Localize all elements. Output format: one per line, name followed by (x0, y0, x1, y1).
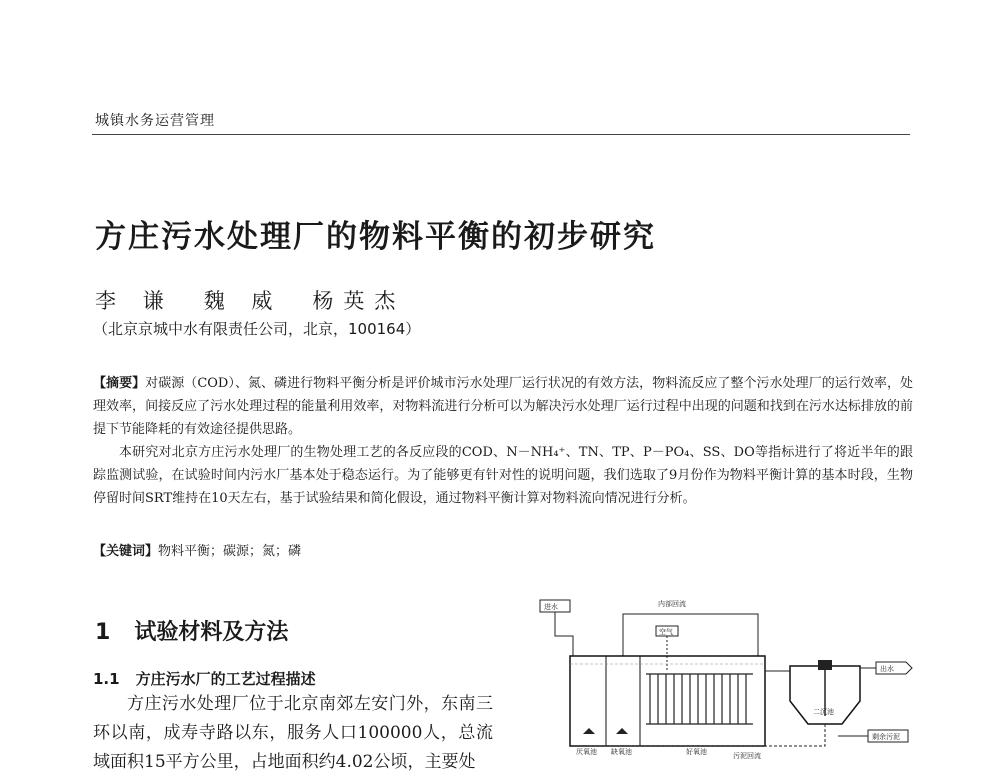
abstract-paragraph-2: 本研究对北京方庄污水处理厂的生物处理工艺的各反应段的COD、N－NH₄⁺、TN、TP、P－PO₄、SS、DO等指标进行了将近半年的跟踪监测试验，在试验时间内污水厂基本处于稳态运行。为了能够更有针对性的说明问题，我们选取了9月份作为物料平衡计算的基本时段，生物停留时间SRT维持在10天左右，基于试验结果和简化假设，通过物料平衡计算对物料流向情况进行分析。 (93, 445, 913, 506)
subsection-heading (93, 668, 316, 689)
keywords (93, 540, 301, 559)
author-1: 李 谦 (95, 289, 174, 313)
excess-sludge-label: 剩余污泥 (872, 733, 900, 741)
air-label: 空气 (659, 628, 673, 636)
paper-title: 方庄污水处理厂的物料平衡的初步研究 (95, 219, 656, 255)
process-flow-svg (528, 596, 928, 759)
section-number: 1 (95, 620, 111, 645)
keywords-label: 【关键词】 (93, 544, 159, 559)
inflow-label: 进水 (544, 603, 558, 611)
subsection-title: 方庄污水厂的工艺过程描述 (135, 670, 316, 688)
aeration-grid (646, 674, 753, 724)
clarifier-drive-icon (818, 660, 832, 670)
running-head: 城镇水务运营管理 (95, 113, 215, 129)
header-rule (92, 134, 910, 135)
inflow-pipe (555, 612, 573, 656)
author-list (95, 285, 405, 315)
sludge-return-label: 污泥回流 (733, 752, 761, 759)
body-text (93, 690, 493, 777)
abstract (93, 372, 913, 510)
aerobic-label: 好氧池 (686, 748, 707, 756)
author-2: 魏 威 (203, 289, 283, 313)
internal-recycle-label: 内部回流 (658, 600, 686, 608)
mixer-icon-2 (616, 728, 628, 734)
subsection-number: 1.1 (93, 670, 120, 688)
section-title: 试验材料及方法 (134, 620, 289, 645)
mixer-icon-1 (583, 728, 595, 734)
keywords-text: 物料平衡；碳源；氮；磷 (158, 544, 302, 559)
author-3: 杨英杰 (312, 289, 406, 313)
abstract-label: 【摘要】 (93, 376, 146, 391)
body-paragraph: 方庄污水处理厂位于北京南郊左安门外，东南三环以南，成寿寺路以东，服务人口100000人，总流域面积15平方公里，占地面积约4.02公顷，主要处 (93, 694, 493, 772)
outflow-label: 出水 (880, 665, 894, 673)
process-flow-diagram (528, 596, 928, 759)
anaerobic-label: 厌氧池 (576, 748, 597, 756)
sludge-return-line (588, 724, 825, 746)
anoxic-label: 缺氧池 (611, 748, 632, 756)
internal-recycle-pipe (623, 614, 758, 656)
clarifier-label: 二沉池 (813, 708, 834, 716)
affiliation: （北京京城中水有限责任公司，北京，100164） (93, 320, 421, 338)
abstract-paragraph-1: 对碳源（COD）、氮、磷进行物料平衡分析是评价城市污水处理厂运行状况的有效方法，物料流反应了整个污水处理厂的运行效率，处理效率，间接反应了污水处理过程的能量利用效率，对物料流进行分析可以为解决污水处理厂运行过程中出现的问题和找到在污水达标排放的前提下节能降耗的有效途径提供思路。 (93, 376, 913, 437)
section-heading (95, 615, 288, 646)
